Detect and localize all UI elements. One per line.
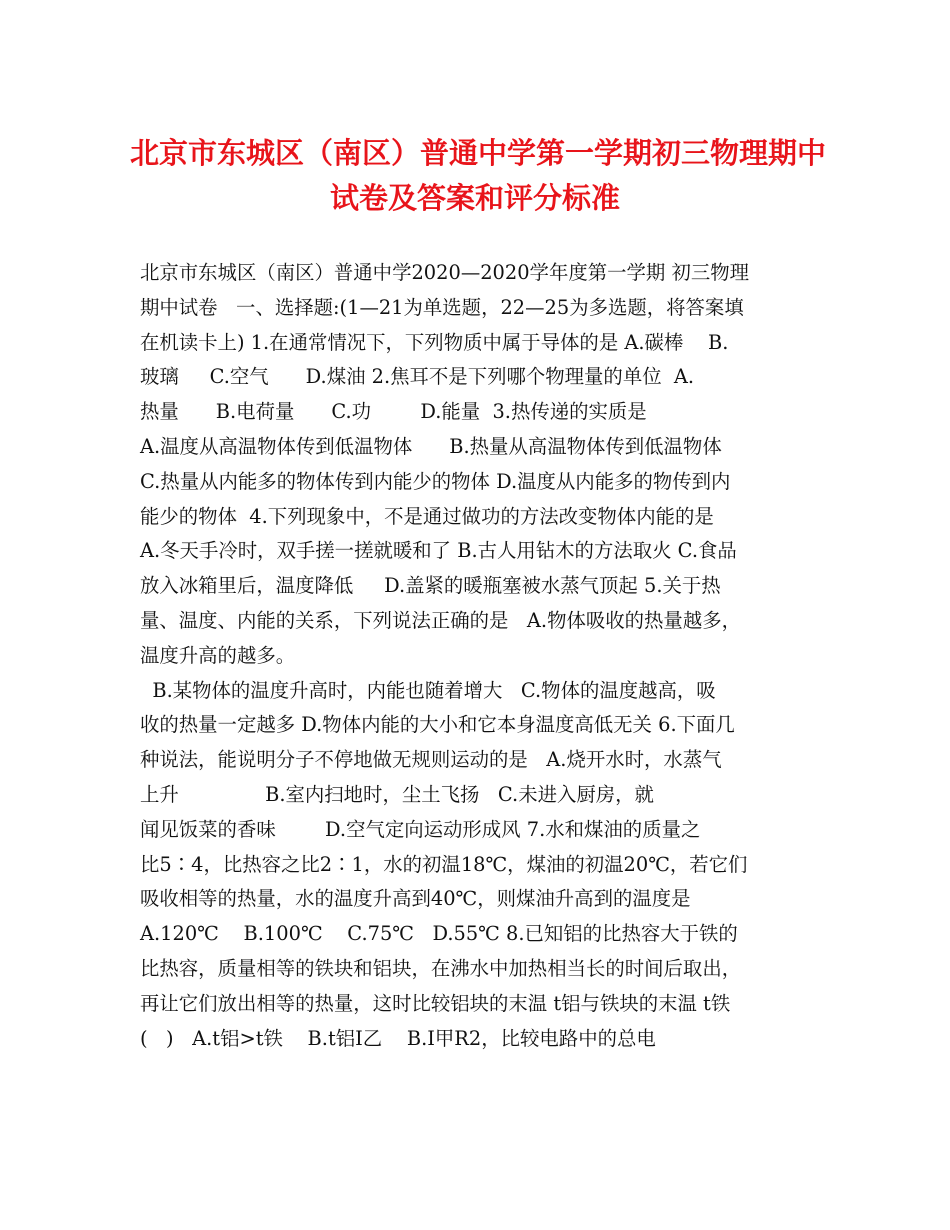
body-line: 收的热量一定越多 D.物体内能的大小和它本身温度高低无关 6.下面几 — [140, 713, 735, 737]
body-line: 吸收相等的热量，水的温度升高到40℃，则煤油升高到的温度是 — [140, 887, 691, 911]
body-line: 玻璃 C.空气 D.煤油 2.焦耳不是下列哪个物理量的单位 A. — [140, 365, 695, 389]
body-line: 上升 B.室内扫地时，尘土飞扬 C.未进入厨房，就 — [140, 782, 654, 806]
document-body — [140, 256, 830, 1056]
body-line: A.120℃ B.100℃ C.75℃ D.55℃ 8.已知铝的比热容大于铁的 — [140, 922, 738, 946]
body-line: C.热量从内能多的物体传到内能少的物体 D.温度从内能多的物传到内 — [140, 469, 731, 493]
body-line: 能少的物体 4.下列现象中，不是通过做功的方法改变物体内能的是 — [140, 504, 714, 528]
body-line: ( ) A.t铝>t铁 B.t铝I乙 B.I甲R2，比较电路中的总电 — [140, 1026, 656, 1050]
body-line: 再让它们放出相等的热量，这时比较铝块的末温 t铝与铁块的末温 t铁 — [140, 991, 731, 1015]
body-line: 温度升高的越多。 — [140, 643, 296, 667]
body-line: 放入冰箱里后，温度降低 D.盖紧的暖瓶塞被水蒸气顶起 5.关于热 — [140, 574, 721, 598]
body-line: 量、温度、内能的关系，下列说法正确的是 A.物体吸收的热量越多， — [140, 608, 741, 632]
body-line: 比热容，质量相等的铁块和铝块，在沸水中加热相当长的时间后取出， — [140, 956, 742, 980]
document-title-line1: 北京市东城区（南区）普通中学第一学期初三物理期中 — [130, 136, 827, 170]
body-line: A.温度从高温物体传到低温物体 B.热量从高温物体传到低温物体 — [140, 434, 722, 458]
body-line: 北京市东城区（南区）普通中学2020—2020学年度第一学期 初三物理 — [140, 261, 750, 284]
body-line: 种说法，能说明分子不停地做无规则运动的是 A.烧开水时，水蒸气 — [140, 748, 722, 772]
document-title-line2: 试卷及答案和评分标准 — [329, 181, 620, 215]
body-line: 热量 B.电荷量 C.功 D.能量 3.热传递的实质是 — [140, 400, 647, 424]
body-line: 闻见饭菜的香味 D.空气定向运动形成风 7.水和煤油的质量之 — [140, 817, 701, 841]
body-line: 期中试卷 一、选择题:(1—21为单选题，22—25为多选题，将答案填 — [140, 295, 744, 319]
body-line: 比5∶4，比热容之比2∶1，水的初温18℃，煤油的初温20℃，若它们 — [140, 852, 748, 876]
body-line: A.冬天手冷时，双手搓一搓就暖和了 B.古人用钻木的方法取火 C.食品 — [140, 539, 737, 563]
body-line: B.某物体的温度升高时，内能也随着增大 C.物体的温度越高，吸 — [140, 678, 716, 702]
body-line: 在机读卡上) 1.在通常情况下，下列物质中属于导体的是 A.碳棒 B. — [140, 330, 729, 354]
